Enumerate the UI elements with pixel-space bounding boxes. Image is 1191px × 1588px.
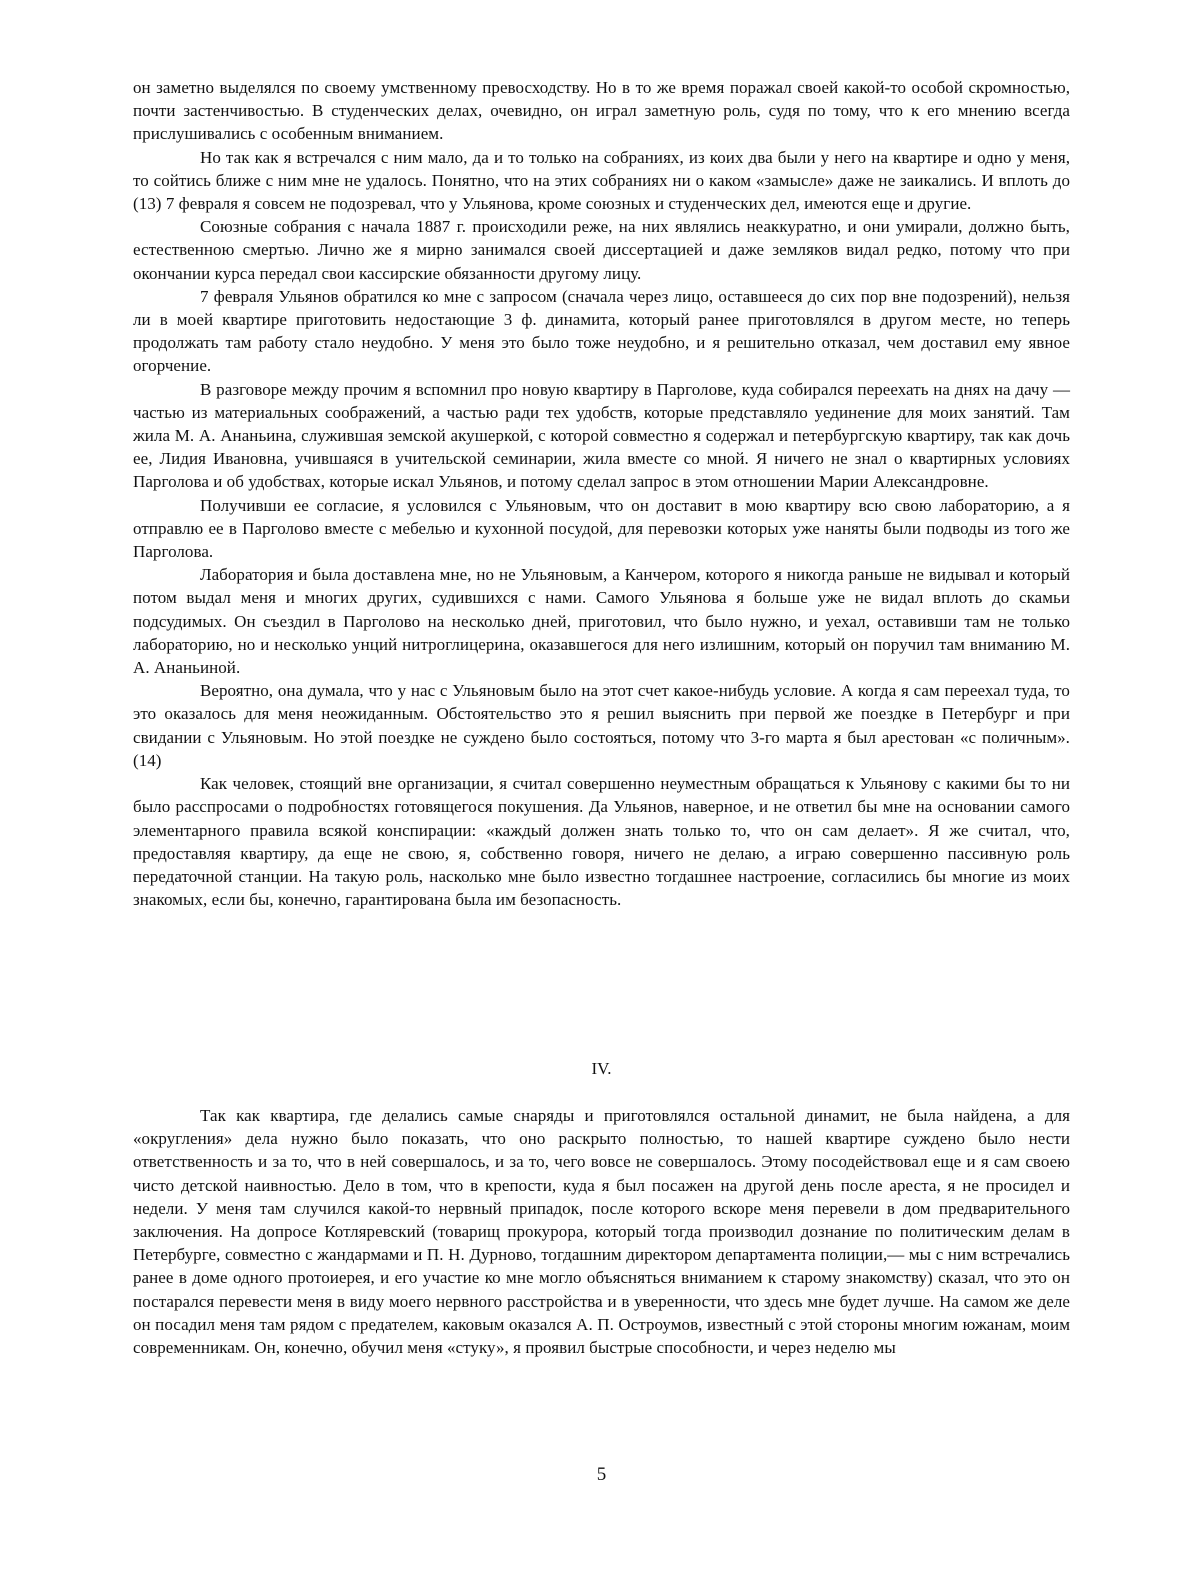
text-block-before-section: [133, 76, 1070, 911]
paragraph: он заметно выделялся по своему умственному превосходству. Но в то же время поражал своей какой-то особой скромностью, почти застенчивостью. В студенческих делах, очевидно, он играл заметную роль, судя по тому, что к его мнению всегда прислушивались с особенным вниманием.: [133, 78, 1070, 144]
paragraph: Получивши ее согласие, я условился с Ульяновым, что он доставит в мою квартиру всю свою лабораторию, а я отправлю ее в Парголово вместе с мебелью и кухонной посудой, для перевозки которых уже наняты были подводы из того же Парголова.: [133, 495, 1070, 562]
paragraph: 7 февраля Ульянов обратился ко мне с запросом (сначала через лицо, оставшееся до сих пор вне подозрений), нельзя ли в моей квартире приготовить недостающие 3 ф. динамита, который ранее приготовлялся в другом месте, но теперь продолжать там работу стало неудобно. У меня это было тоже неудобно, и я решительно отказал, чем доставил ему явное огорчение.: [133, 286, 1070, 376]
paragraph: Так как квартира, где делались самые снаряды и приготовлялся остальной динамит, не была найдена, а для «округления» дела нужно было показать, что оно раскрыто полностью, то нашей квартире суждено было нести ответственность и за то, что в ней совершалось, и за то, чего вовсе не совершалось. Этому посодействовал еще и я сам своею чисто детской наивностью. Дело в том, что в крепости, куда я был посажен на другой день после ареста, я не просидел и недели. У меня там случился какой-то нервный припадок, после которого вскоре меня перевели в дом предварительного заключения. На допросе Котляревский (товарищ прокурора, который тогда производил дознание по политическим делам в Петербурге, совместно с жандармами и П. Н. Дурново, тогдашним директором департамента полиции,— мы с ним встречались ранее в доме одного протоиерея, и его участие ко мне могло объясняться вниманием к старому знакомству) сказал, что это он постарался перевести меня в виду моего нервного расстройства и в уверенности, что здесь мне будет лучше. На самом же деле он посадил меня там рядом с предателем, каковым оказался А. П. Остроумов, известный с этой стороны многим южанам, моим современникам. Он, конечно, обучил меня «стуку», я проявил быстрые способности, и через неделю мы: [133, 1106, 1070, 1358]
paragraph: Союзные собрания с начала 1887 г. происходили реже, на них являлись неаккуратно, и они умирали, должно быть, естественною смертью. Лично же я мирно занимался своей диссертацией и даже земляков видал редко, потому что при окончании курса передал свои кассирские обязанности другому лицу.: [133, 217, 1070, 283]
paragraph: Но так как я встречался с ним мало, да и то только на собраниях, из коих два были у него на квартире и одно у меня, то сойтись ближе с ним мне не удалось. Понятно, что на этих собраниях ни о каком «замысле» даже не заикались. И вплоть до (13) 7 февраля я совсем не подозревал, что у Ульянова, кроме союзных и студенческих дел, имеются еще и другие.: [133, 147, 1070, 214]
paragraph: Вероятно, она думала, что у нас с Ульяновым было на этот счет какое-нибудь условие. А когда я сам переехал туда, то это оказалось для меня неожиданным. Обстоятельство это я решил выяснить при первой же поездке в Петербург и при свидании с Ульяновым. Но этой поездке не суждено было состояться, потому что 3-го марта я был арестован «с поличным». (14): [133, 681, 1070, 770]
paragraph: Лаборатория и была доставлена мне, но не Ульяновым, а Канчером, которого я никогда раньше не видывал и который потом выдал меня и многих других, судившихся с нами. Самого Ульянова я больше уже не видал вплоть до скамьи подсудимых. Он съездил в Парголово на несколько дней, приготовил, что было нужно, и уехал, оставивши там не только лабораторию, но и несколько унций нитроглицерина, оказавшегося для него излишним, который он поручил там вниманию М. А. Ананьиной.: [133, 565, 1070, 678]
section-heading: IV.: [591, 1059, 612, 1078]
paragraph: Как человек, стоящий вне организации, я считал совершенно неуместным обращаться к Ульянову с какими бы то ни было расспросами о подробностях готовящегося покушения. Да Ульянов, наверное, и не ответил бы мне на основании самого элементарного правила всякой конспирации: «каждый должен знать только то, что он сам делает». Я же считал, что, предоставляя квартиру, да еще не свою, я, собственно говоря, ничего не делаю, а играю совершенно пассивную роль передаточной станции. На такую роль, насколько мне было известно тогдашнее настроение, согласились бы многие из моих знакомых, если бы, конечно, гарантирована была им безопасность.: [133, 774, 1070, 910]
page-number: 5: [596, 1464, 607, 1485]
paragraph: В разговоре между прочим я вспомнил про новую квартиру в Парголове, куда собирался переехать на днях на дачу — частью из материальных соображений, а частью ради тех удобств, которые представляло уединение для моих занятий. Там жила М. А. Ананьина, служившая земской акушеркой, с которой совместно я содержал и петербургскую квартиру, так как дочь ее, Лидия Ивановна, учившаяся в учительской семинарии, жила вместе со мной. Я ничего не знал о квартирных условиях Парголова и об удобствах, которые искал Ульянов, и потому сделал запрос в этом отношении Марии Александровне.: [133, 379, 1070, 492]
text-block-after-section: [133, 1104, 1070, 1359]
